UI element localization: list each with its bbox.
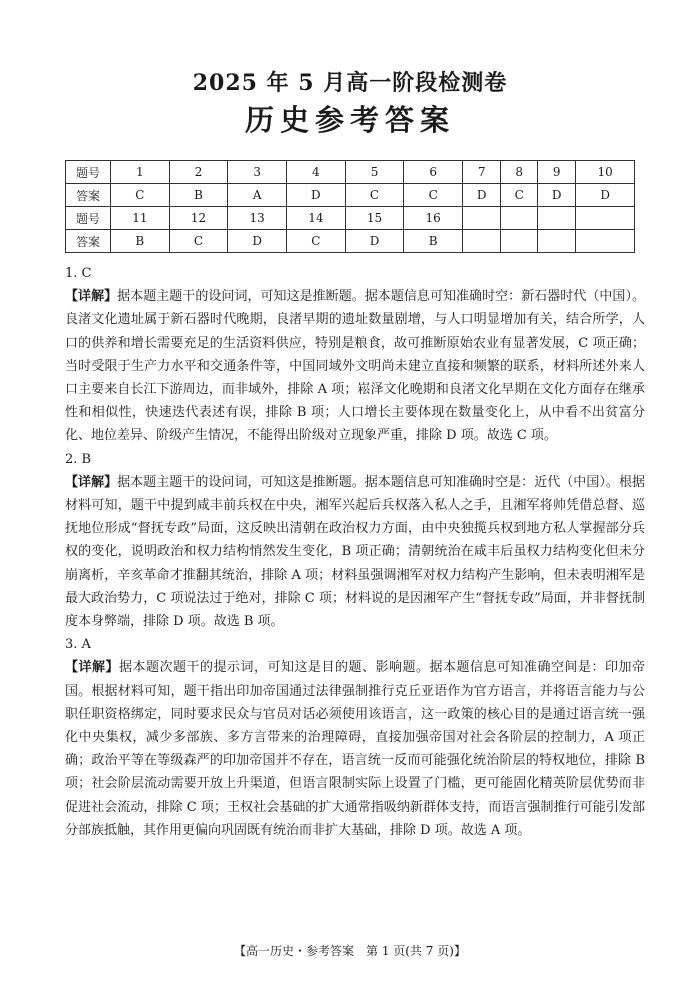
question-number-cell: 16 xyxy=(404,207,463,230)
answer-cell: D xyxy=(345,230,404,253)
answer-cell: B xyxy=(169,184,228,207)
question-number-cell: 11 xyxy=(111,207,170,230)
answer-cell: D xyxy=(538,184,576,207)
question-number-cell: 2 xyxy=(169,161,228,184)
question-number-cell: 7 xyxy=(463,161,501,184)
answer-cell: D xyxy=(287,184,346,207)
explanation-tag: 【详解】 xyxy=(65,289,118,305)
question-number-cell xyxy=(463,207,501,230)
question-number: 2. B xyxy=(65,451,92,467)
question-number-cell xyxy=(576,207,635,230)
document-title: 历史参考答案 xyxy=(244,103,455,137)
table-header-cell: 答案 xyxy=(66,230,111,253)
answer-cell: D xyxy=(228,230,287,253)
table-row xyxy=(66,207,635,230)
answer-cell: B xyxy=(404,230,463,253)
question-number-cell: 8 xyxy=(501,161,538,184)
answer-cell: B xyxy=(111,230,170,253)
question-number-cell: 13 xyxy=(228,207,287,230)
explanations-section xyxy=(65,262,645,842)
answer-cell xyxy=(538,230,576,253)
question-number-cell: 15 xyxy=(345,207,404,230)
explanation-paragraph xyxy=(65,471,645,633)
table-header-cell: 题号 xyxy=(66,161,111,184)
question-number-cell: 1 xyxy=(111,161,170,184)
answer-cell xyxy=(576,230,635,253)
explanation-text: 据本题主题干的设问词，可知这是推断题。据本题信息可知准确时空是：近代（中国）。根据材料可知，题干中提到咸丰前兵权在中央，湘军兴起后兵权落入私人之手，且湘军将帅凭借总督、巡抚地位形成“督抚专政”局面，这反映出清朝在政治权力方面，由中央独揽兵权到地方私人掌握部分兵权的变化，说明政治和权力结构悄然发生变化，B 项正确；清朝统治在咸丰后虽权力结构变化但未分崩离析，辛亥革命才推翻其统治，排除 A 项；材料虽强调湘军对权力结构产生影响，但未表明湘军是最大政治势力，C 项说法过于绝对，排除 C 项；材料说的是因湘军产生“督抚专政”局面，并非督抚制度本身弊端，排除 D 项。故选 B 项。 xyxy=(65,474,645,630)
answer-cell: A xyxy=(228,184,287,207)
question-number-cell: 10 xyxy=(576,161,635,184)
answer-cell: D xyxy=(576,184,635,207)
question-number: 1. C xyxy=(65,266,92,281)
answer-cell: C xyxy=(404,184,463,207)
answer-cell xyxy=(501,230,538,253)
exam-title: 2025 年 5 月高一阶段检测卷 xyxy=(192,70,508,96)
table-row xyxy=(66,230,635,253)
table-header-cell: 答案 xyxy=(66,184,111,207)
question-number-cell: 9 xyxy=(538,161,576,184)
explanation-tag: 【详解】 xyxy=(65,474,118,490)
question-number-cell: 6 xyxy=(404,161,463,184)
table-row xyxy=(66,161,635,184)
question-number-cell xyxy=(501,207,538,230)
answer-cell: C xyxy=(345,184,404,207)
table-header-cell: 题号 xyxy=(66,207,111,230)
question-number-cell: 4 xyxy=(287,161,346,184)
explanation-text: 据本题次题干的提示词，可知这是目的题、影响题。据本题信息可知准确空间是：印加帝国。根据材料可知，题干指出印加帝国通过法律强制推行克丘亚语作为官方语言，并将语言能力与公职任职资格绑定，同时要求民众与官员对话必须使用该语言，这一政策的核心目的是通过语言统一强化中央集权，减少多部族、多方言带来的治理障碍，直接加强帝国对社会各阶层的控制力，A 项正确；政治平等在等级森严的印加帝国并不存在，语言统一反而可能强化统治阶层的特权地位，排除 B 项；社会阶层流动需要开放上升渠道，但语言限制实际上设置了门槛，更可能固化精英阶层优势而非促进社会流动，排除 C 项；王权社会基础的扩大通常指吸纳新群体支持，而语言强制推行可能引发部分部族抵触，其作用更偏向巩固既有统治而非扩大基础，排除 D 项。故选 A 项。 xyxy=(65,660,645,838)
question-number-cell: 12 xyxy=(169,207,228,230)
page-footer: 【高一历史・参考答案 第 1 页(共 7 页)】 xyxy=(234,944,466,958)
answer-cell: C xyxy=(169,230,228,253)
explanation-paragraph xyxy=(65,285,645,447)
answer-cell: C xyxy=(501,184,538,207)
answer-cell: D xyxy=(463,184,501,207)
question-number: 3. A xyxy=(65,637,91,653)
answer-table xyxy=(65,160,635,253)
explanation-paragraph xyxy=(65,656,645,842)
question-number-cell xyxy=(538,207,576,230)
answer-cell xyxy=(463,230,501,253)
explanation-text: 据本题主题干的设问词，可知这是推断题。据本题信息可知准确时空：新石器时代（中国）。良渚文化遗址属于新石器时代晚期，良渚早期的遗址数量剧增，与人口明显增加有关，结合所学，人口的供养和增长需要充足的生活资料供应，特别是粮食，故可推断原始农业有显著发展，C 项正确；当时受限于生产力水平和交通条件等，中国同域外文明尚未建立直接和频繁的联系，材料所述外来人口主要来自长江下游周边，而非域外，排除 A 项；崧泽文化晚期和良渚文化早期在文化方面存在继承性和相似性，快速迭代表述有误，排除 B 项；人口增长主要体现在数量变化上，从中看不出贫富分化、地位差异、阶级产生情况，不能得出阶级对立现象严重，排除 D 项。故选 C 项。 xyxy=(65,289,645,444)
question-number-cell: 5 xyxy=(345,161,404,184)
question-number-cell: 3 xyxy=(228,161,287,184)
answer-cell: C xyxy=(111,184,170,207)
answer-cell: C xyxy=(287,230,346,253)
explanation-tag: 【详解】 xyxy=(65,660,119,676)
question-number-cell: 14 xyxy=(287,207,346,230)
table-row xyxy=(66,184,635,207)
